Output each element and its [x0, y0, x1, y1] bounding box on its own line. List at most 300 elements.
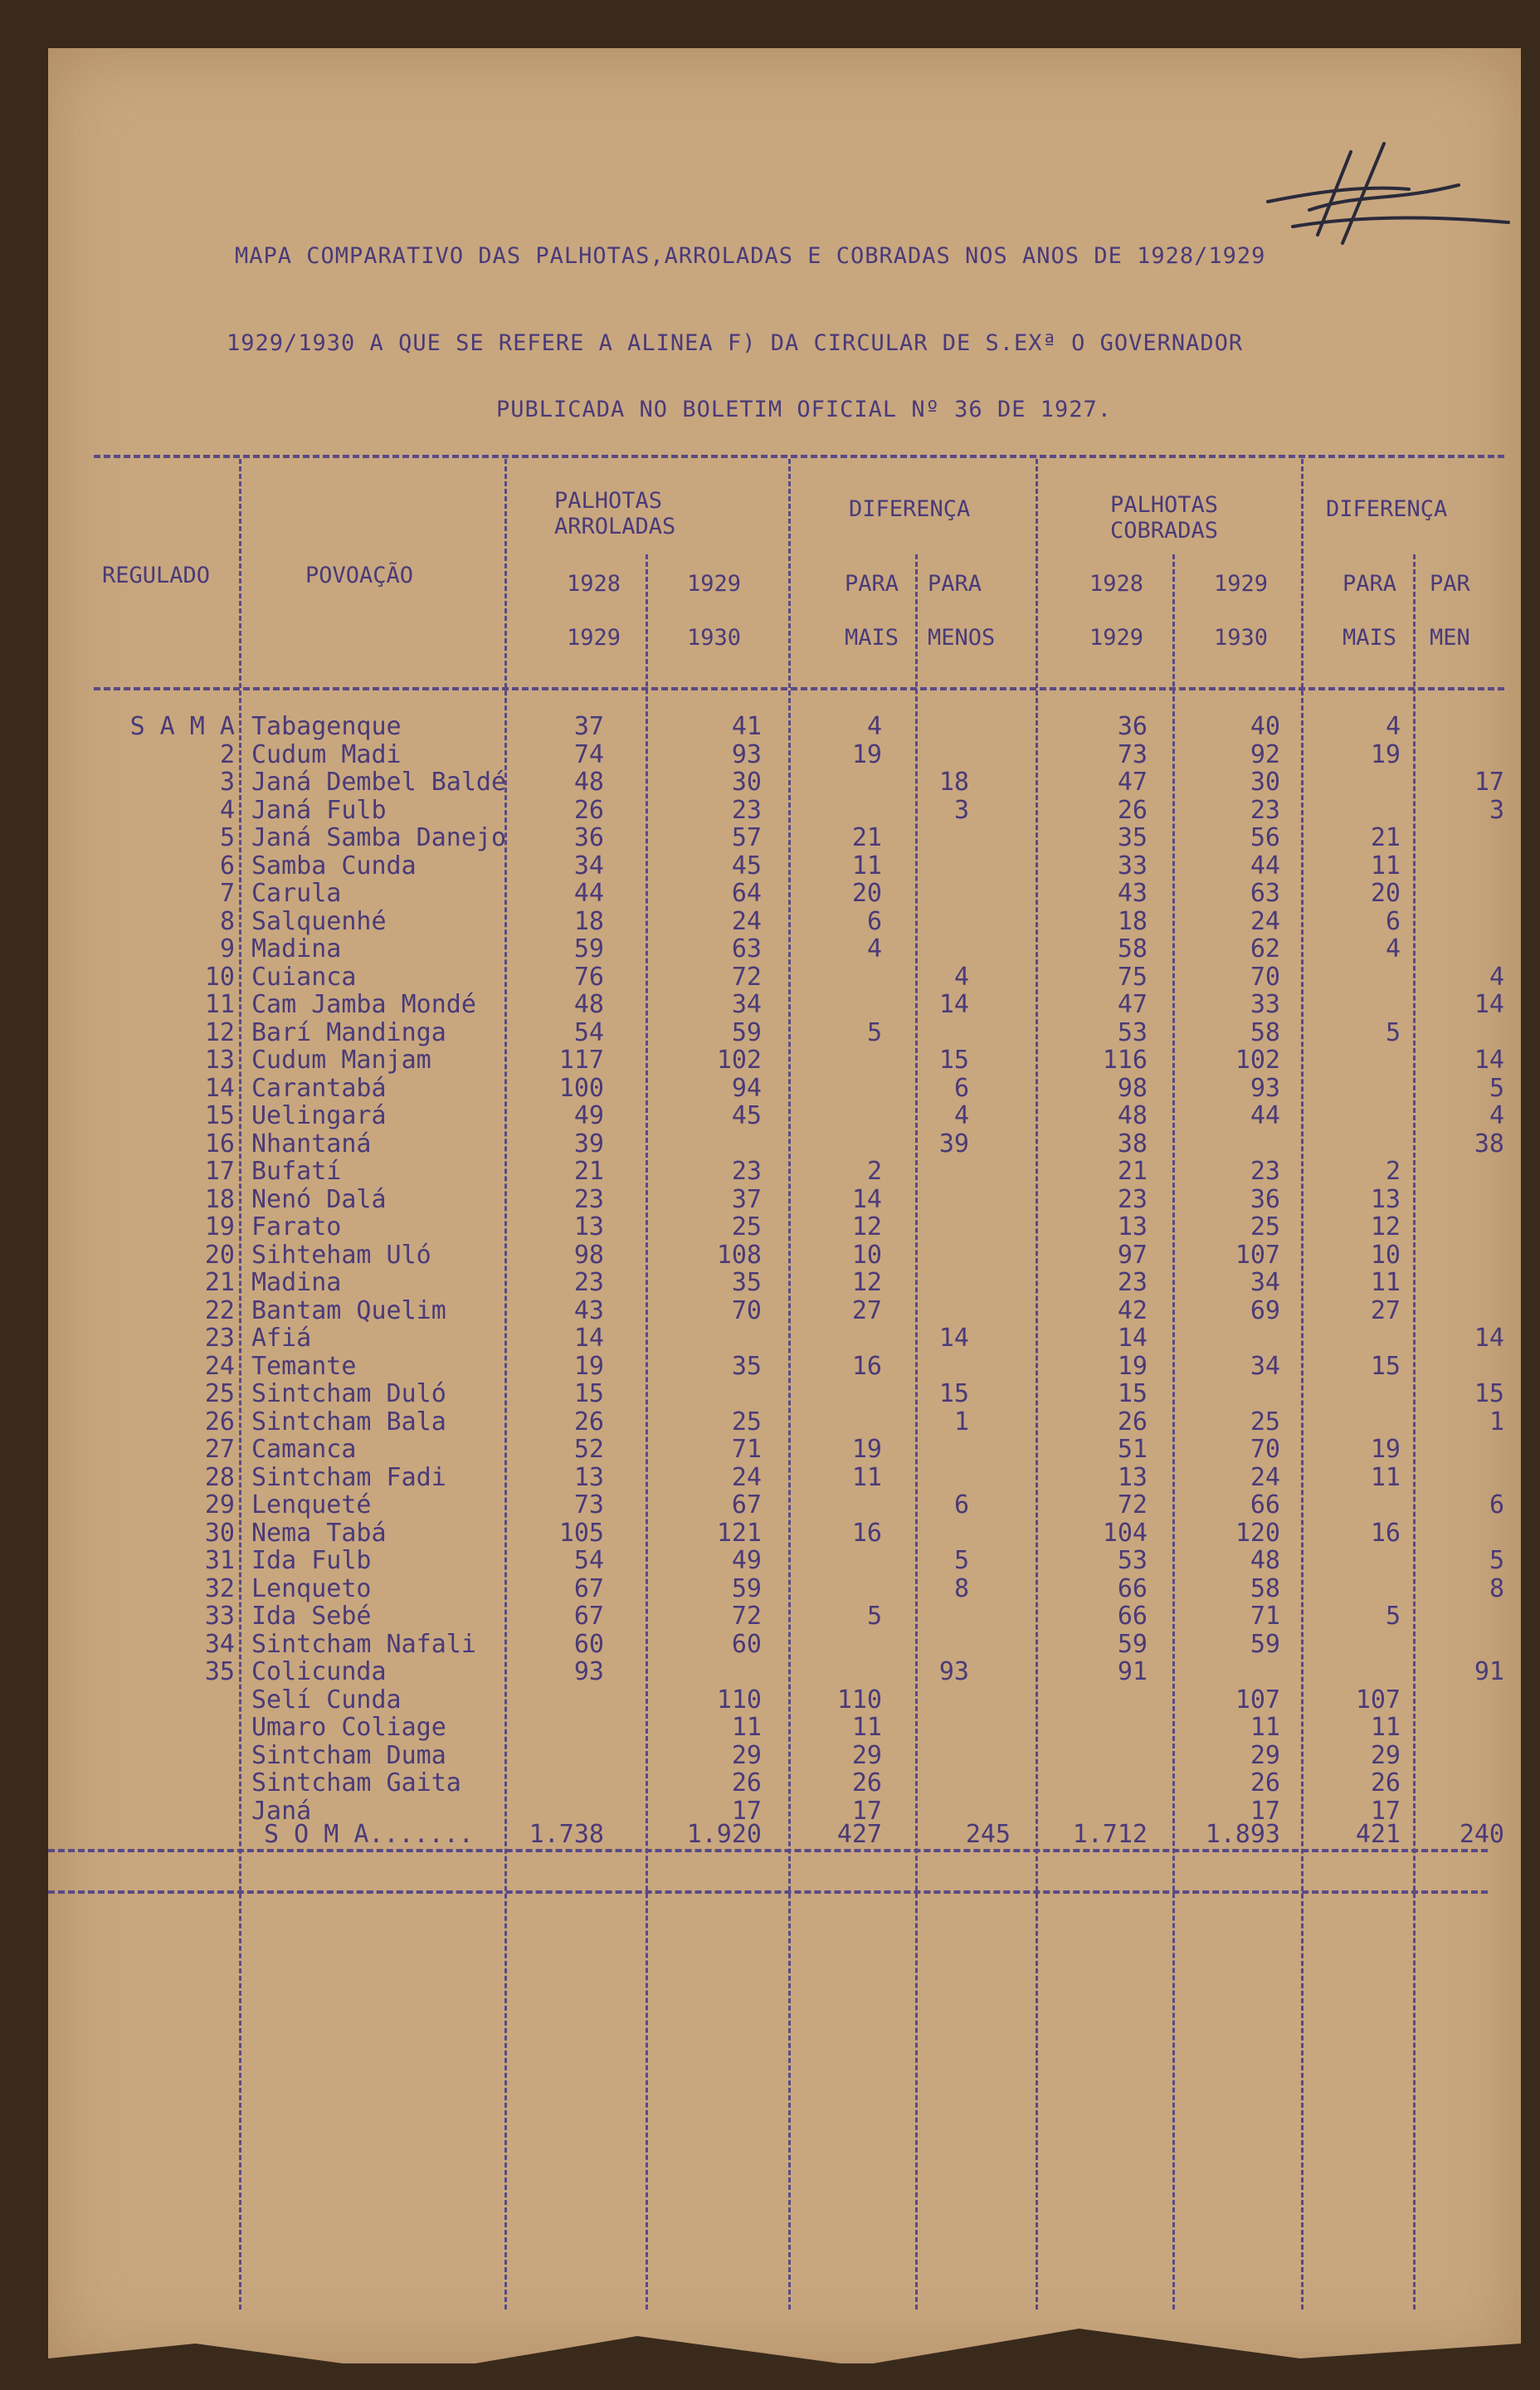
povoacao-name: Selí Cunda: [251, 1685, 402, 1714]
povoacao-name: Nenó Dalá: [251, 1184, 387, 1214]
regulado-number: 18: [204, 1184, 235, 1214]
cobradas-1928: 23: [1117, 1184, 1148, 1214]
col-divider: [646, 554, 648, 2310]
povoacao-name: Nema Tabá: [251, 1518, 387, 1548]
arroladas-1929: 59: [731, 1017, 762, 1047]
cobradas-diferenca-mais: 27: [1370, 1295, 1401, 1325]
header-c-sub1929: 1929: [1089, 625, 1144, 651]
regulado-number: 30: [204, 1518, 235, 1548]
col-divider: [239, 459, 241, 2310]
cobradas-diferenca-mais: 29: [1370, 1740, 1401, 1770]
cobradas-diferenca-mais: 4: [1385, 934, 1401, 963]
povoacao-name: Lenqueto: [251, 1573, 372, 1603]
cobradas-1929: 34: [1250, 1268, 1280, 1297]
povoacao-name: Colicunda: [251, 1657, 387, 1686]
cobradas-1928: 26: [1117, 795, 1148, 825]
regulado-number: 32: [204, 1573, 235, 1603]
arroladas-1928: 60: [573, 1629, 604, 1659]
povoacao-name: Bufatí: [251, 1157, 342, 1186]
regulado-number: S A M A: [129, 712, 235, 741]
cobradas-1928: 36: [1117, 712, 1148, 741]
cobradas-1929: 30: [1250, 768, 1280, 797]
title-line-1: MAPA COMPARATIVO DAS PALHOTAS,ARROLADAS E COBRADAS NOS ANOS DE 1928/1929: [235, 243, 1266, 269]
cobradas-diferenca-menos: 6: [1489, 1490, 1504, 1519]
torn-edge: [48, 2314, 1521, 2388]
cobradas-diferenca-mais: 21: [1370, 823, 1401, 852]
cobradas-1928: 98: [1117, 1073, 1148, 1103]
arroladas-1928: 18: [573, 906, 604, 936]
arroladas-1929: 59: [731, 1573, 762, 1603]
cobradas-1929: 107: [1235, 1685, 1280, 1714]
cobradas-1928: 53: [1117, 1017, 1148, 1047]
cobradas-1928: 15: [1117, 1379, 1148, 1408]
arroladas-1928: 67: [573, 1602, 604, 1631]
cobradas-1928: 73: [1117, 739, 1148, 769]
regulado-number: 11: [204, 990, 235, 1019]
cobradas-diferenca-menos: 4: [1489, 1101, 1504, 1130]
arroladas-1928: 117: [558, 1046, 604, 1075]
povoacao-name: Janá Samba Danejo: [251, 823, 507, 852]
cobradas-diferenca-mais: 10: [1370, 1240, 1401, 1270]
cobradas-diferenca-mais: 11: [1370, 1713, 1401, 1742]
arroladas-1929: 72: [731, 962, 762, 992]
cobradas-1929: 26: [1250, 1768, 1280, 1797]
total-c28: 1.712: [1072, 1820, 1148, 1849]
cobradas-diferenca-mais: 26: [1370, 1768, 1401, 1797]
cobradas-1928: 26: [1117, 1407, 1148, 1436]
cobradas-1928: 47: [1117, 768, 1148, 797]
cobradas-1928: 43: [1117, 879, 1148, 908]
arroladas-1929: 29: [731, 1740, 762, 1770]
header-diferenca-2: DIFERENÇA: [1326, 496, 1448, 522]
povoacao-name: Temante: [251, 1351, 357, 1381]
arroladas-1929: 26: [731, 1768, 762, 1797]
cobradas-diferenca-mais: 107: [1355, 1685, 1401, 1714]
arroladas-1928: 93: [573, 1657, 604, 1686]
cobradas-1929: 70: [1250, 1435, 1280, 1464]
cobradas-1928: 75: [1117, 962, 1148, 992]
arroladas-1928: 13: [573, 1212, 604, 1241]
arroladas-1929: 94: [731, 1073, 762, 1103]
cobradas-1928: 91: [1117, 1657, 1148, 1686]
cobradas-diferenca-mais: 15: [1370, 1351, 1401, 1381]
regulado-number: 31: [204, 1546, 235, 1575]
regulado-number: 9: [219, 934, 235, 963]
cobradas-1928: 18: [1117, 906, 1148, 936]
cobradas-1928: 51: [1117, 1435, 1148, 1464]
cobradas-1929: 62: [1250, 934, 1280, 963]
diferenca-menos: 14: [938, 1324, 969, 1353]
cobradas-1929: 29: [1250, 1740, 1280, 1770]
header-menos: MENOS: [928, 625, 996, 651]
arroladas-1929: 35: [731, 1351, 762, 1381]
cobradas-diferenca-mais: 12: [1370, 1212, 1401, 1241]
total-dm: 427: [836, 1820, 882, 1849]
regulado-number: 24: [204, 1351, 235, 1381]
diferenca-mais: 10: [851, 1240, 882, 1270]
regulado-number: 3: [219, 768, 235, 797]
cobradas-1928: 14: [1117, 1324, 1148, 1353]
povoacao-name: Madina: [251, 934, 342, 963]
cobradas-1929: 24: [1250, 1462, 1280, 1492]
cobradas-1928: 19: [1117, 1351, 1148, 1381]
regulado-number: 22: [204, 1295, 235, 1325]
povoacao-name: Camanca: [251, 1435, 357, 1464]
diferenca-mais: 11: [851, 1713, 882, 1742]
arroladas-1928: 73: [573, 1490, 604, 1519]
header-povoacao: POVOAÇÃO: [305, 563, 414, 588]
regulado-number: 27: [204, 1435, 235, 1464]
header-arroladas: PALHOTAS ARROLADAS: [554, 488, 676, 539]
cobradas-1929: 92: [1250, 739, 1280, 769]
arroladas-1929: 110: [716, 1685, 762, 1714]
diferenca-menos: 3: [953, 795, 969, 825]
cobradas-1928: 97: [1117, 1240, 1148, 1270]
arroladas-1929: 35: [731, 1268, 762, 1297]
cobradas-1929: 66: [1250, 1490, 1280, 1519]
regulado-number: 17: [204, 1157, 235, 1186]
cobradas-diferenca-menos: 14: [1474, 990, 1504, 1019]
cobradas-1929: 33: [1250, 990, 1280, 1019]
diferenca-mais: 16: [851, 1351, 882, 1381]
povoacao-name: Sintcham Fadi: [251, 1462, 446, 1492]
arroladas-1929: 25: [731, 1212, 762, 1241]
cobradas-diferenca-menos: 8: [1489, 1573, 1504, 1603]
povoacao-name: Cudum Manjam: [251, 1046, 431, 1075]
cobradas-1929: 69: [1250, 1295, 1280, 1325]
cobradas-1929: 24: [1250, 906, 1280, 936]
arroladas-1929: 24: [731, 1462, 762, 1492]
povoacao-name: Sintcham Duló: [251, 1379, 446, 1408]
arroladas-1928: 59: [573, 934, 604, 963]
cobradas-1928: 33: [1117, 851, 1148, 880]
regulado-number: 16: [204, 1129, 235, 1158]
arroladas-1928: 67: [573, 1573, 604, 1603]
regulado-number: 12: [204, 1017, 235, 1047]
cobradas-1928: 58: [1117, 934, 1148, 963]
diferenca-mais: 21: [851, 823, 882, 852]
diferenca-mais: 5: [866, 1017, 882, 1047]
povoacao-name: Uelingará: [251, 1101, 387, 1130]
cobradas-1929: 120: [1235, 1518, 1280, 1548]
povoacao-name: Carula: [251, 879, 342, 908]
cobradas-1929: 44: [1250, 1101, 1280, 1130]
rule-total-top: [48, 1849, 1488, 1852]
total-a29: 1.920: [686, 1820, 762, 1849]
header-para-2: PARA: [1343, 571, 1397, 597]
arroladas-1929: 45: [731, 1101, 762, 1130]
povoacao-name: Farato: [251, 1212, 342, 1241]
cobradas-diferenca-menos: 38: [1474, 1129, 1504, 1158]
arroladas-1928: 43: [573, 1295, 604, 1325]
arroladas-1929: 49: [731, 1546, 762, 1575]
povoacao-name: Sihteham Uló: [251, 1240, 431, 1270]
cobradas-1928: 38: [1117, 1129, 1148, 1158]
povoacao-name: Janá Dembel Baldé: [251, 768, 507, 797]
arroladas-1929: 23: [731, 1157, 762, 1186]
arroladas-1928: 13: [573, 1462, 604, 1492]
regulado-number: 23: [204, 1324, 235, 1353]
povoacao-name: Cudum Madi: [251, 739, 402, 769]
arroladas-1928: 26: [573, 1407, 604, 1436]
total-c29: 1.893: [1205, 1820, 1280, 1849]
col-divider: [504, 459, 507, 2310]
arroladas-1928: 21: [573, 1157, 604, 1186]
cobradas-1928: 59: [1117, 1629, 1148, 1659]
cobradas-diferenca-mais: 11: [1370, 1268, 1401, 1297]
diferenca-menos: 8: [953, 1573, 969, 1603]
total-cm: 421: [1355, 1820, 1401, 1849]
diferenca-mais: 27: [851, 1295, 882, 1325]
cobradas-diferenca-mais: 4: [1385, 712, 1401, 741]
cobradas-1929: 70: [1250, 962, 1280, 992]
regulado-number: 7: [219, 879, 235, 908]
arroladas-1928: 34: [573, 851, 604, 880]
rule-header: [94, 687, 1504, 690]
povoacao-name: Bantam Quelim: [251, 1295, 446, 1325]
cobradas-diferenca-menos: 3: [1489, 795, 1504, 825]
arroladas-1928: 48: [573, 768, 604, 797]
diferenca-menos: 6: [953, 1073, 969, 1103]
diferenca-menos: 15: [938, 1379, 969, 1408]
diferenca-mais: 110: [836, 1685, 882, 1714]
title-line-2: 1929/1930 A QUE SE REFERE A ALINEA F) DA CIRCULAR DE S.EXª O GOVERNADOR: [227, 330, 1244, 356]
povoacao-name: Barí Mandinga: [251, 1017, 446, 1047]
col-divider: [1036, 459, 1038, 2310]
arroladas-1928: 37: [573, 712, 604, 741]
povoacao-name: Sintcham Nafali: [251, 1629, 476, 1659]
arroladas-1929: 34: [731, 990, 762, 1019]
document-sheet: [48, 48, 1521, 2363]
arroladas-1928: 36: [573, 823, 604, 852]
arroladas-1929: 17: [731, 1796, 762, 1826]
regulado-number: 20: [204, 1240, 235, 1270]
cobradas-diferenca-mais: 11: [1370, 851, 1401, 880]
cobradas-diferenca-menos: 17: [1474, 768, 1504, 797]
povoacao-name: Ida Sebé: [251, 1602, 372, 1631]
cobradas-1928: 53: [1117, 1546, 1148, 1575]
cobradas-1928: 35: [1117, 823, 1148, 852]
header-c-1929: 1929: [1214, 571, 1269, 597]
povoacao-name: Sintcham Gaita: [251, 1768, 461, 1797]
cobradas-1928: 13: [1117, 1462, 1148, 1492]
cobradas-1929: 56: [1250, 823, 1280, 852]
regulado-number: 29: [204, 1490, 235, 1519]
diferenca-mais: 4: [866, 934, 882, 963]
total-cn: 240: [1459, 1820, 1504, 1849]
povoacao-name: Cuianca: [251, 962, 357, 992]
diferenca-mais: 6: [866, 906, 882, 936]
header-year-1928: 1928: [567, 571, 621, 597]
diferenca-mais: 16: [851, 1518, 882, 1548]
diferenca-mais: 26: [851, 1768, 882, 1797]
rule-top: [94, 455, 1504, 458]
regulado-number: 34: [204, 1629, 235, 1659]
arroladas-1929: 41: [731, 712, 762, 741]
header-par-2: PAR: [1430, 571, 1470, 597]
cobradas-1929: 11: [1250, 1713, 1280, 1742]
header-mais: MAIS: [845, 625, 899, 651]
diferenca-menos: 93: [938, 1657, 969, 1686]
arroladas-1929: 37: [731, 1184, 762, 1214]
regulado-number: 5: [219, 823, 235, 852]
arroladas-1928: 15: [573, 1379, 604, 1408]
col-divider: [1413, 554, 1416, 2310]
diferenca-mais: 5: [866, 1602, 882, 1631]
diferenca-mais: 11: [851, 1462, 882, 1492]
arroladas-1928: 54: [573, 1546, 604, 1575]
regulado-number: 14: [204, 1073, 235, 1103]
cobradas-1928: 48: [1117, 1101, 1148, 1130]
cobradas-diferenca-mais: 20: [1370, 879, 1401, 908]
regulado-number: 26: [204, 1407, 235, 1436]
cobradas-1929: 23: [1250, 1157, 1280, 1186]
header-sub-1930: 1930: [687, 625, 742, 651]
arroladas-1928: 48: [573, 990, 604, 1019]
total-dn: 245: [965, 1820, 1011, 1849]
header-regulado: REGULADO: [102, 563, 211, 588]
cobradas-1929: 44: [1250, 851, 1280, 880]
cobradas-1929: 23: [1250, 795, 1280, 825]
cobradas-diferenca-mais: 11: [1370, 1462, 1401, 1492]
arroladas-1929: 23: [731, 795, 762, 825]
regulado-number: 35: [204, 1657, 235, 1686]
arroladas-1929: 63: [731, 934, 762, 963]
cobradas-diferenca-menos: 14: [1474, 1324, 1504, 1353]
header-men-2: MEN: [1430, 625, 1470, 651]
cobradas-1929: 17: [1250, 1796, 1280, 1826]
regulado-number: 4: [219, 795, 235, 825]
rule-total-bottom: [48, 1890, 1488, 1894]
arroladas-1929: 72: [731, 1602, 762, 1631]
cobradas-1928: 23: [1117, 1268, 1148, 1297]
cobradas-1929: 25: [1250, 1407, 1280, 1436]
diferenca-menos: 6: [953, 1490, 969, 1519]
cobradas-1929: 59: [1250, 1629, 1280, 1659]
arroladas-1928: 52: [573, 1435, 604, 1464]
diferenca-mais: 17: [851, 1796, 882, 1826]
cobradas-diferenca-mais: 5: [1385, 1602, 1401, 1631]
cobradas-1929: 102: [1235, 1046, 1280, 1075]
povoacao-name: Ida Fulb: [251, 1546, 372, 1575]
arroladas-1928: 14: [573, 1324, 604, 1353]
cobradas-1929: 58: [1250, 1573, 1280, 1603]
arroladas-1929: 121: [716, 1518, 762, 1548]
total-a28: 1.738: [529, 1820, 604, 1849]
cobradas-1928: 66: [1117, 1573, 1148, 1603]
cobradas-diferenca-mais: 19: [1370, 1435, 1401, 1464]
arroladas-1928: 100: [558, 1073, 604, 1103]
cobradas-diferenca-menos: 15: [1474, 1379, 1504, 1408]
arroladas-1928: 74: [573, 739, 604, 769]
cobradas-1928: 104: [1102, 1518, 1148, 1548]
diferenca-mais: 2: [866, 1157, 882, 1186]
cobradas-diferenca-menos: 91: [1474, 1657, 1504, 1686]
diferenca-mais: 19: [851, 739, 882, 769]
header-year-1929: 1929: [687, 571, 742, 597]
diferenca-menos: 4: [953, 1101, 969, 1130]
cobradas-1929: 107: [1235, 1240, 1280, 1270]
regulado-number: 13: [204, 1046, 235, 1075]
diferenca-mais: 29: [851, 1740, 882, 1770]
cobradas-1928: 42: [1117, 1295, 1148, 1325]
title-line-3: PUBLICADA NO BOLETIM OFICIAL Nº 36 DE 1927.: [496, 397, 1112, 422]
col-divider: [788, 459, 791, 2310]
arroladas-1928: 44: [573, 879, 604, 908]
arroladas-1929: 102: [716, 1046, 762, 1075]
povoacao-name: Janá Fulb: [251, 795, 387, 825]
cobradas-1928: 116: [1102, 1046, 1148, 1075]
arroladas-1928: 23: [573, 1184, 604, 1214]
diferenca-mais: 12: [851, 1268, 882, 1297]
povoacao-name: Sintcham Bala: [251, 1407, 446, 1436]
povoacao-name: Lenqueté: [251, 1490, 372, 1519]
diferenca-mais: 20: [851, 879, 882, 908]
povoacao-name: Carantabá: [251, 1073, 387, 1103]
cobradas-diferenca-mais: 16: [1370, 1518, 1401, 1548]
arroladas-1928: 26: [573, 795, 604, 825]
arroladas-1929: 108: [716, 1240, 762, 1270]
cobradas-diferenca-menos: 5: [1489, 1546, 1504, 1575]
regulado-number: 33: [204, 1602, 235, 1631]
header-mais-2: MAIS: [1343, 625, 1397, 651]
cobradas-diferenca-mais: 17: [1370, 1796, 1401, 1826]
regulado-number: 2: [219, 739, 235, 769]
cobradas-1928: 66: [1117, 1602, 1148, 1631]
handwritten-signature: [1243, 135, 1525, 260]
povoacao-name: Umaro Coliage: [251, 1713, 446, 1742]
cobradas-1928: 72: [1117, 1490, 1148, 1519]
povoacao-name: Salquenhé: [251, 906, 387, 936]
povoacao-name: Afiá: [251, 1324, 312, 1353]
arroladas-1929: 25: [731, 1407, 762, 1436]
cobradas-1929: 48: [1250, 1546, 1280, 1575]
arroladas-1929: 64: [731, 879, 762, 908]
cobradas-1929: 71: [1250, 1602, 1280, 1631]
cobradas-1929: 25: [1250, 1212, 1280, 1241]
total-label: S O M A.......: [264, 1820, 474, 1849]
cobradas-diferenca-menos: 5: [1489, 1073, 1504, 1103]
cobradas-1929: 58: [1250, 1017, 1280, 1047]
cobradas-1928: 13: [1117, 1212, 1148, 1241]
header-para-mais: PARA: [845, 571, 899, 597]
diferenca-menos: 15: [938, 1046, 969, 1075]
arroladas-1928: 76: [573, 962, 604, 992]
cobradas-diferenca-mais: 6: [1385, 906, 1401, 936]
arroladas-1928: 54: [573, 1017, 604, 1047]
cobradas-1929: 93: [1250, 1073, 1280, 1103]
diferenca-menos: 4: [953, 962, 969, 992]
col-divider: [1172, 554, 1175, 2310]
regulado-number: 15: [204, 1101, 235, 1130]
diferenca-menos: 1: [953, 1407, 969, 1436]
arroladas-1929: 45: [731, 851, 762, 880]
cobradas-1929: 63: [1250, 879, 1280, 908]
arroladas-1928: 39: [573, 1129, 604, 1158]
cobradas-diferenca-menos: 1: [1489, 1407, 1504, 1436]
arroladas-1929: 24: [731, 906, 762, 936]
regulado-number: 19: [204, 1212, 235, 1241]
arroladas-1929: 30: [731, 768, 762, 797]
diferenca-mais: 12: [851, 1212, 882, 1241]
arroladas-1928: 23: [573, 1268, 604, 1297]
header-c-sub1930: 1930: [1214, 625, 1269, 651]
cobradas-diferenca-mais: 19: [1370, 739, 1401, 769]
arroladas-1929: 93: [731, 739, 762, 769]
header-c-1928: 1928: [1089, 571, 1144, 597]
arroladas-1929: 60: [731, 1629, 762, 1659]
regulado-number: 8: [219, 906, 235, 936]
